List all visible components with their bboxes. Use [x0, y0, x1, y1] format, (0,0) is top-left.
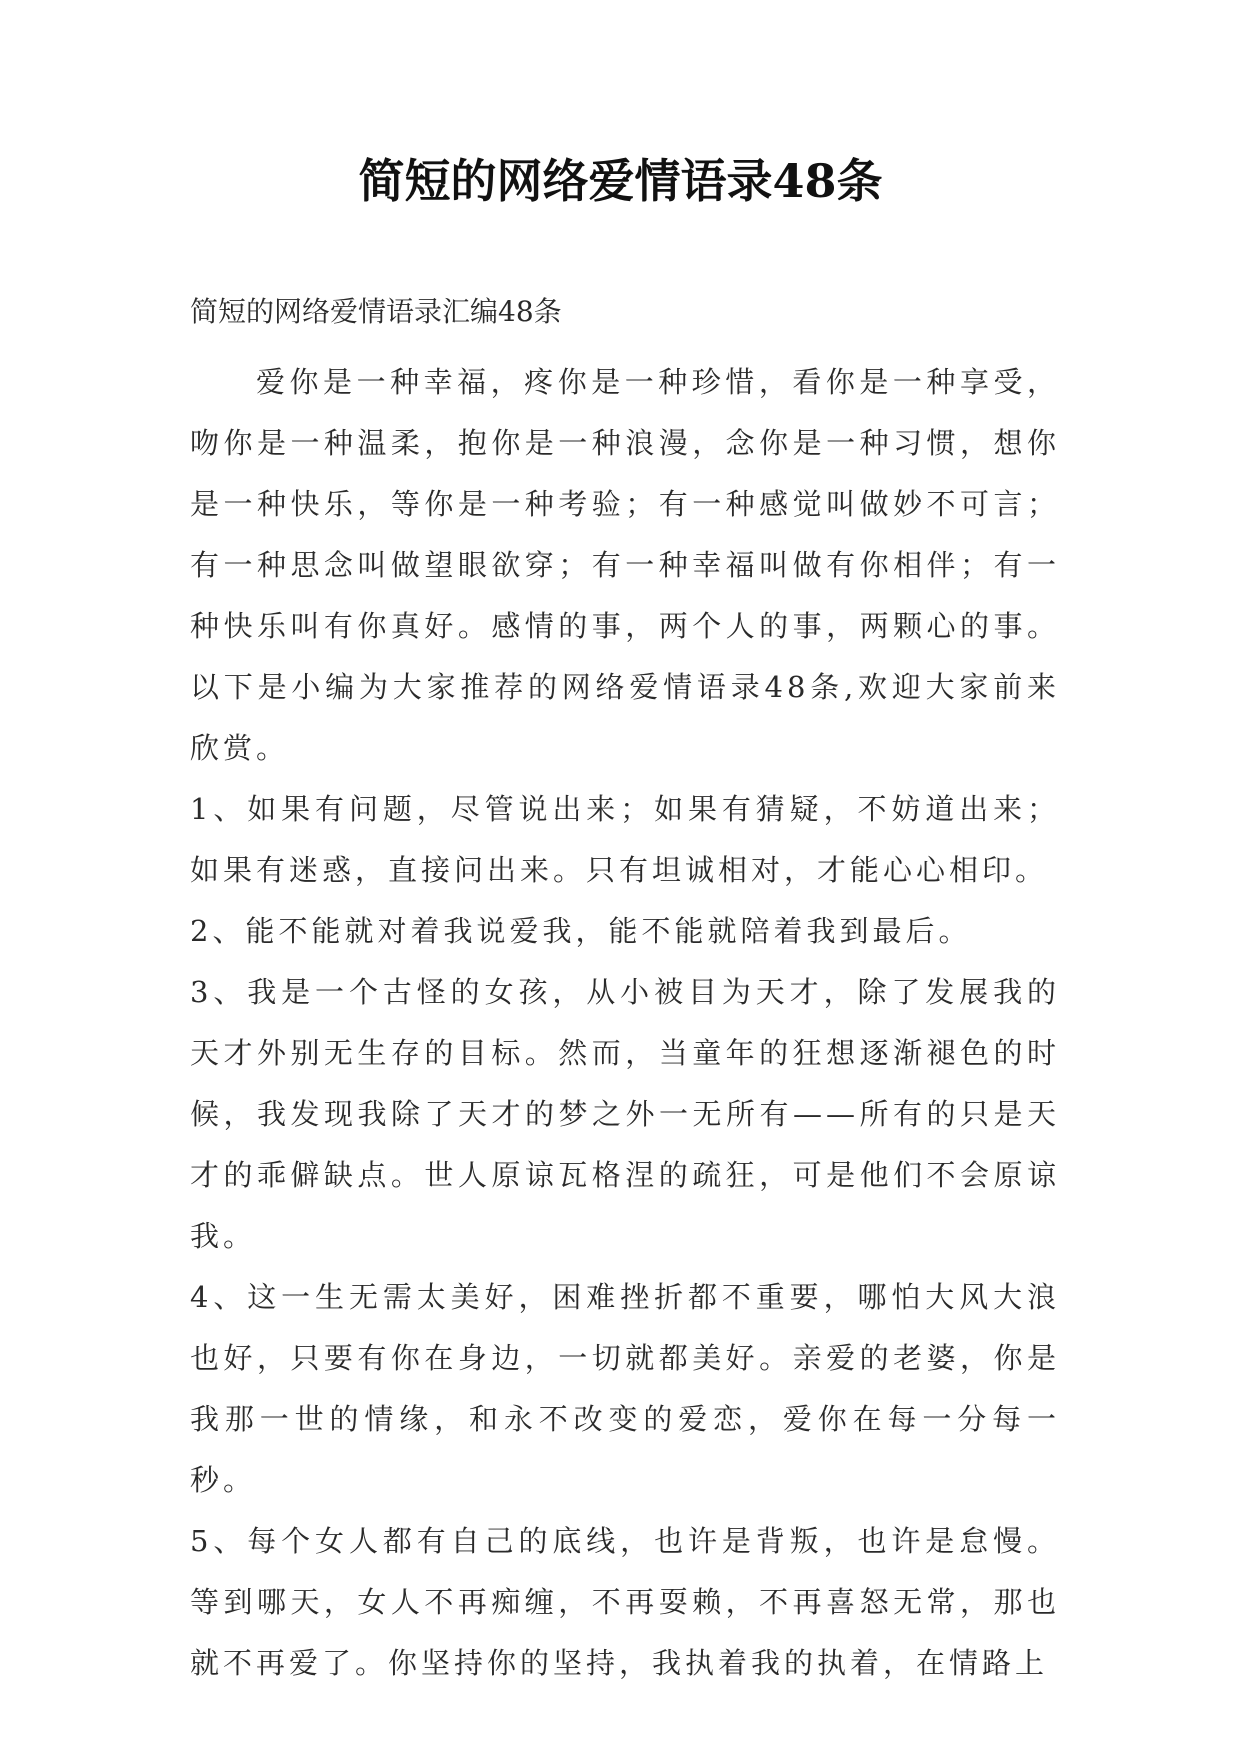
document-body [190, 352, 1060, 1694]
quote-item-4: 4、这一生无需太美好，困难挫折都不重要，哪怕大风大浪也好，只要有你在身边，一切就都美好。亲爱的老婆，你是我那一世的情缘，和永不改变的爱恋，爱你在每一分每一秒。 [190, 1280, 1060, 1497]
quote-item-5: 5、每个女人都有自己的底线，也许是背叛，也许是怠慢。等到哪天，女人不再痴缠，不再耍赖，不再喜怒无常，那也就不再爱了。你坚持你的坚持，我执着我的执着，在情路上 [190, 1524, 1060, 1680]
quote-item-1: 1、如果有问题，尽管说出来；如果有猜疑，不妨道出来；如果有迷惑，直接问出来。只有坦诚相对，才能心心相印。 [190, 792, 1060, 887]
document-subtitle: 简短的网络爱情语录汇编48条 [190, 295, 562, 328]
document-title: 简短的网络爱情语录48条 [358, 154, 883, 208]
quote-item-3: 3、我是一个古怪的女孩，从小被目为天才，除了发展我的天才外别无生存的目标。然而，当童年的狂想逐渐褪色的时候，我发现我除了天才的梦之外一无所有——所有的只是天才的乖僻缺点。世人原谅瓦格涅的疏狂，可是他们不会原谅我。 [190, 975, 1060, 1253]
intro-paragraph: 爱你是一种幸福，疼你是一种珍惜，看你是一种享受，吻你是一种温柔，抱你是一种浪漫，念你是一种习惯，想你是一种快乐，等你是一种考验；有一种感觉叫做妙不可言；有一种思念叫做望眼欲穿；有一种幸福叫做有你相伴；有一种快乐叫有你真好。感情的事，两个人的事，两颗心的事。以下是小编为大家推荐的网络爱情语录48条,欢迎大家前来欣赏。 [190, 365, 1060, 765]
quote-item-2: 2、能不能就对着我说爱我，能不能就陪着我到最后。 [190, 914, 972, 948]
